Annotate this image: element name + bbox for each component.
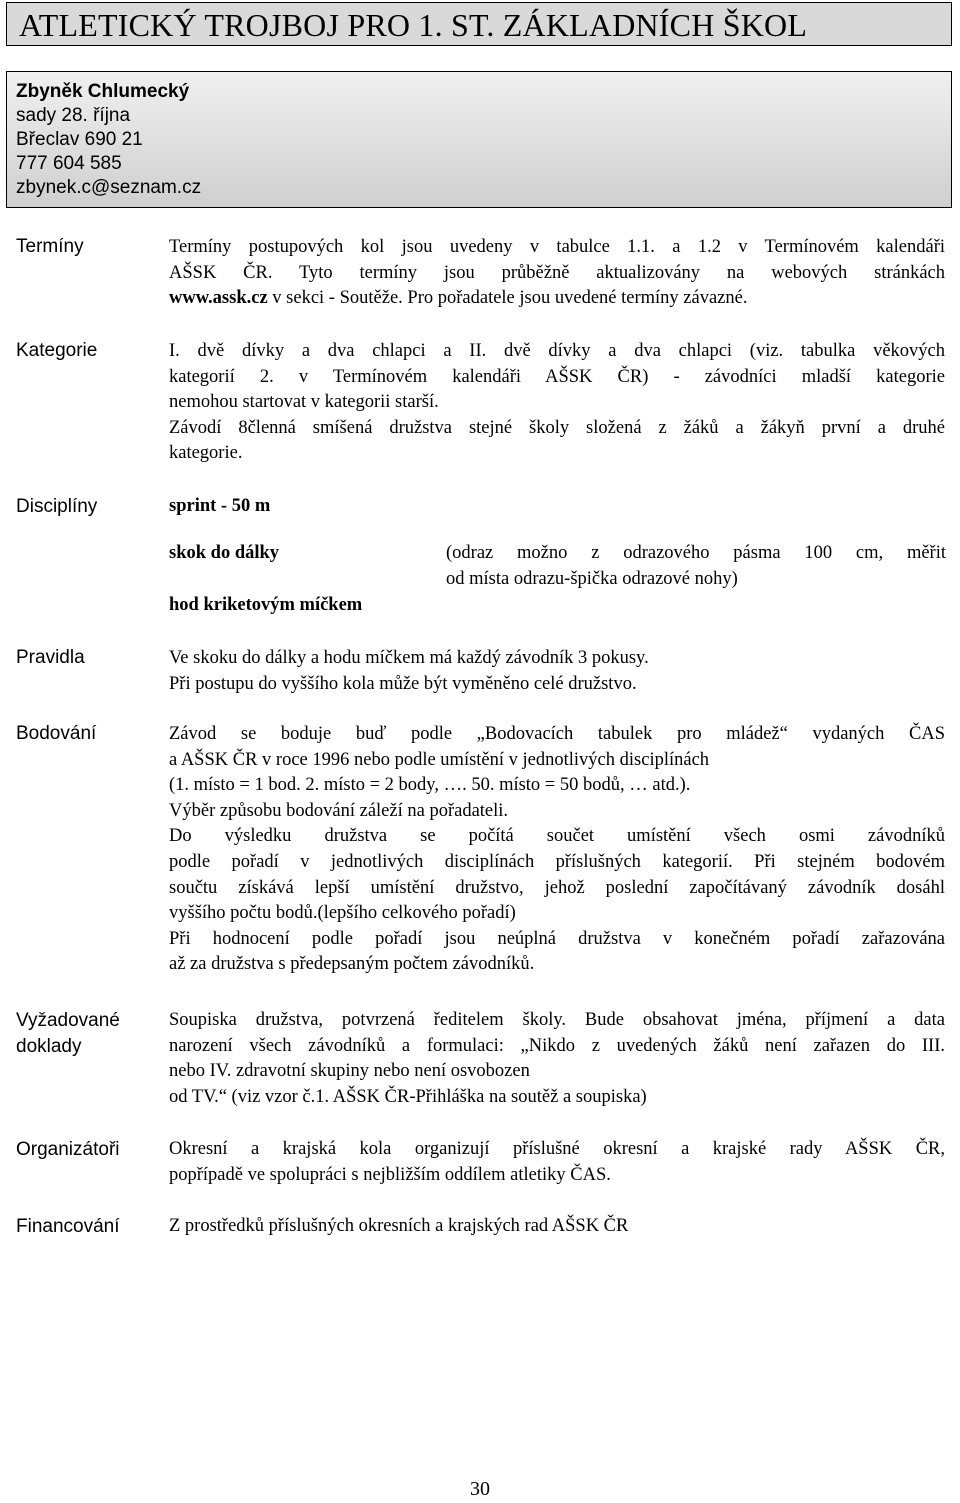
text-ball-throw: [169, 593, 945, 619]
text-organizatori: [169, 1137, 945, 1188]
label-bodovani: Bodování: [16, 723, 97, 744]
text-line: v sekci - Soutěže. Pro pořadatele jsou uvedené termíny závazné.: [267, 288, 748, 309]
text-line: nebo IV. zdravotní skupiny nebo není osvobozen: [169, 1061, 530, 1082]
discipline-long-jump: skok do dálky: [169, 543, 280, 563]
text-doklady: [169, 1008, 945, 1110]
text-line: AŠSK ČR. Tyto termíny jsou průběžně aktualizovány na webových stránkách: [169, 262, 945, 283]
text-line: součtu získává lepší umístění družstvo, jehož poslední započítávaný závodník dosáhl: [169, 877, 945, 898]
contact-phone: 777 604 585: [16, 153, 122, 174]
text-pravidla: [169, 646, 945, 697]
discipline-ball-throw: hod kriketovým míčkem: [169, 595, 363, 615]
text-bodovani: [169, 722, 945, 978]
text-line: Termíny postupových kol jsou uvedeny v tabulce 1.1. a 1.2 v Termínovém kalendáři: [169, 237, 945, 257]
contact-box: [6, 71, 952, 208]
long-jump-note: [446, 541, 946, 592]
text-terminy: [169, 235, 945, 312]
text-line: až za družstva s předepsaným počtem závodníků.: [169, 954, 535, 975]
text-line: kategorie.: [169, 443, 243, 464]
text-line: Při hodnocení podle pořadí jsou neúplná družstva v konečném pořadí zařazována: [169, 928, 945, 949]
label-pravidla: Pravidla: [16, 647, 85, 668]
text-line: kategorií 2. v Termínovém kalendáři AŠSK ČR) - závodníci mladší kategorie: [169, 366, 945, 387]
page-title: ATLETICKÝ TROJBOJ PRO 1. ST. ZÁKLADNÍCH ŠKOL: [19, 7, 808, 43]
title-box: [6, 2, 952, 46]
text-financovani: [169, 1214, 945, 1240]
text-line: nemohou startovat v kategorii starší.: [169, 392, 439, 413]
label-financovani: Financování: [16, 1216, 120, 1237]
text-sprint: [169, 494, 945, 520]
label-discipliny: Disciplíny: [16, 496, 98, 517]
text-line: vyššího počtu bodů.(lepšího celkového pořadí): [169, 903, 516, 924]
discipline-sprint: sprint - 50 m: [169, 496, 271, 516]
contact-email: zbynek.c@seznam.cz: [16, 177, 202, 198]
text-line: narození všech závodníků a formulaci: „Nikdo z uvedených žáků není zařazen do III.: [169, 1035, 945, 1056]
text-line: (1. místo = 1 bod. 2. místo = 2 body, …. 50. místo = 50 bodů, … atd.).: [169, 775, 691, 796]
text-line: Výběr způsobu bodování záleží na pořadateli.: [169, 800, 509, 821]
note-line: (odraz možno z odrazového pásma 100 cm, měřit: [446, 543, 946, 563]
text-line: Ve skoku do dálky a hodu míčkem má každý závodník 3 pokusy.: [169, 648, 649, 668]
link-assk[interactable]: www.assk.cz: [169, 288, 268, 309]
text-line: od TV.“ (viz vzor č.1. AŠSK ČR-Přihláška na soutěž a soupiska): [169, 1086, 647, 1107]
text-line: Při postupu do vyššího kola může být vyměněno celé družstvo.: [169, 673, 637, 694]
text-line: Do výsledku družstva se počítá součet umístění všech osmi závodníků: [169, 826, 945, 847]
text-line: popřípadě ve spolupráci s nejbližším oddílem atletiky ČAS.: [169, 1164, 611, 1185]
text-line: Z prostředků příslušných okresních a krajských rad AŠSK ČR: [169, 1216, 629, 1236]
text-line: Soupiska družstva, potvrzená ředitelem školy. Bude obsahovat jména, příjmení a data: [169, 1010, 945, 1030]
text-line: Okresní a krajská kola organizují příslušné okresní a krajské rady AŠSK ČR,: [169, 1139, 945, 1159]
label-doklady-2: doklady: [16, 1036, 82, 1057]
label-doklady-1: Vyžadované: [16, 1010, 120, 1031]
text-kategorie: [169, 339, 945, 467]
text-line: a AŠSK ČR v roce 1996 nebo podle umístění v jednotlivých disciplínách: [169, 749, 710, 770]
page-number: 30: [470, 1478, 490, 1500]
label-terminy: Termíny: [16, 236, 84, 257]
note-line: od místa odrazu-špička odrazové nohy): [446, 568, 738, 589]
text-line: podle pořadí v jednotlivých disciplínách příslušných kategorií. Při stejném bodovém: [169, 851, 945, 872]
label-kategorie: Kategorie: [16, 340, 98, 361]
text-line: Závodí 8členná smíšená družstva stejné školy složená z žáků a žákyň první a druhé: [169, 417, 945, 438]
text-line: I. dvě dívky a dva chlapci a II. dvě dívky a dva chlapci (viz. tabulka věkových: [169, 341, 945, 361]
contact-name: Zbyněk Chlumecký: [16, 81, 190, 102]
label-organizatori: Organizátoři: [16, 1139, 120, 1160]
text-line: Závod se boduje buď podle „Bodovacích tabulek pro mládež“ vydaných ČAS: [169, 724, 945, 744]
contact-city: Břeclav 690 21: [16, 129, 143, 150]
contact-street: sady 28. října: [16, 105, 131, 126]
